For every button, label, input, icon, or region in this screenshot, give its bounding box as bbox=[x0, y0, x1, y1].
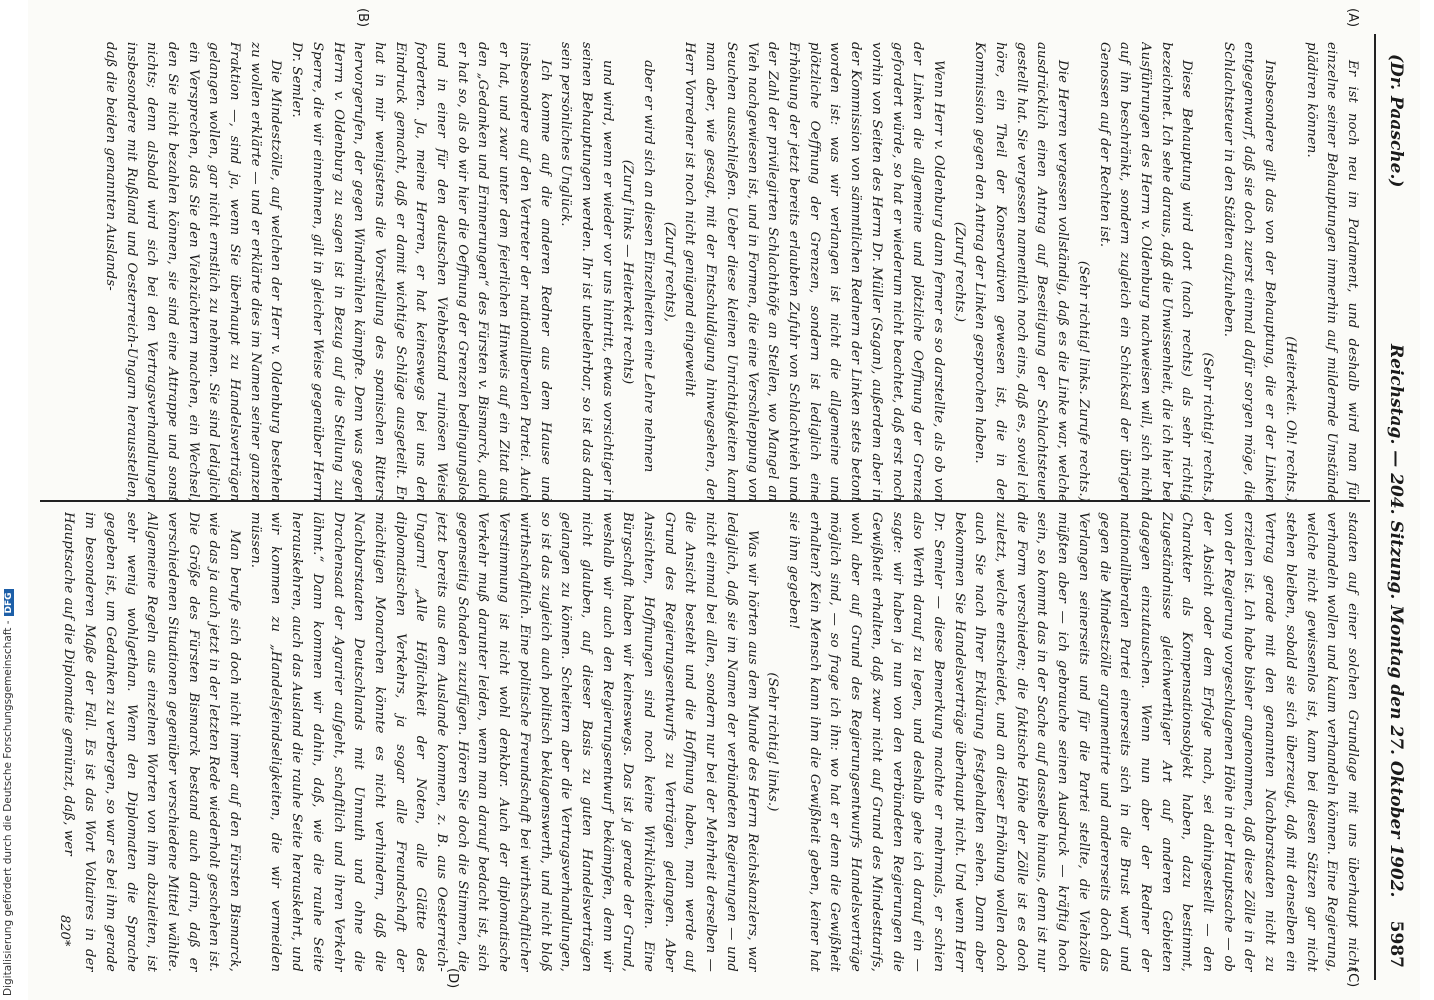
dfg-logo: DFG bbox=[4, 589, 14, 616]
margin-marker-c: (C) bbox=[1345, 968, 1360, 988]
margin-marker-b: (B) bbox=[355, 8, 370, 28]
paragraph: staaten auf einer solchen Grundlage mit uns überhaupt nicht verhandeln wollen und kaum verhandeln können. Eine Regierung, welche nicht gewissenlos ist, kann bei diesen Sätzen gar nicht stehen bleiben, sobald sie sich überzeugt, daß mit denselben ein Vertrag gerade mit den genannten Nachbarstaaten nicht zu erzielen ist. Ich habe bisher angenommen, daß diese Zölle in der von der Regierung vorgeschlagenen Höhe in der Hauptsache — ob der Absicht oder dem Erfolge nach, sei dahingestellt — den Charakter als Kompensationsobjekt haben, dazu bestimmt, Zugeständnisse gleichwerthiger Art auf anderen Gebieten dagegen einzutauschen. Wenn nun aber der Redner der nationalliberalen Partei einerseits sich in die Brust warf und gegen die Mindestzölle argumentirte und andererseits doch das Verlangen seinerseits und für die Partei stellte, die Viehzölle müßten aber — ich gebrauche seinen Ausdruck — kräftig hoch sein, so kommt das in der Sache auf dasselbe hinaus, denn ist nur die Form verschieden; die faktische Höhe der Zölle ist es doch zuletzt, welche entscheidet, und an dieser Erhöhung wollen doch auch Sie nach Ihrer Erklärung festgehalten sehen. Dann aber bekommen Sie Handelsverträge überhaupt nicht. Und wenn Herr Dr. Semler — diese Bemerkung machte er mehrmals, er schien also Werth darauf zu legen, und deshalb gehe ich darauf ein — sagte: wir haben ja nun von den verbündeten Regierungen die Gewißheit erhalten, daß zwar nicht auf Grund des Mindesttarifs, wohl aber auf Grund des Regierungsentwurfs Handelsverträge möglich sind, — so frage ich ihn: wo hat er denn die Gewißheit erhalten? Kein Mensch kann ihm die Gewißheit geben, keiner hat sie ihm gegeben! bbox=[786, 512, 1360, 972]
paragraph: und wird, wenn er wieder vor uns hintritt, etwas vorsichtiger in seinen Behauptungen werden. Ihr ist unbelehrbar, so ist das dann sein persönliches Unglück. bbox=[558, 42, 615, 502]
paragraph: Die Mindestzölle, auf welchen der Herr v. Oldenburg bestehen zu wollen erklärte — und er erklärte dies im Namen seiner ganzen Fraktion —, sind ja, wenn Sie überhaupt zu Handelsverträgen gelangen wollen, gar nicht ernstlich zu nehmen. Sie sind lediglich ein Versprechen, das Sie den Viehzüchtern machen, ein Wechsel, den Sie nicht bezahlen können, sie sind eine Attrappe und sonst nichts; denn alsbald wird sich bei den Vertragsverhandlungen insbesondere mit Rußland und Oesterreich-Ungarn herausstellen, daß die beiden genannten Auslands- bbox=[102, 42, 284, 502]
session-title: Reichstag. — 204. Sitzung. Montag den 27. Oktober 1902. bbox=[1386, 344, 1406, 898]
paragraph: Diese Behauptung wird dort (nach rechts) als sehr richtig bezeichnet. Ich sehe daraus, daß die Unwissenheit, die ich hier bei Ausführungen des Herrn v. Oldenburg nachweisen will, sich nicht auf ihn beschränkt, sondern zugleich ein Schicksal der übrigen Genossen auf der Rechten ist. bbox=[1096, 42, 1195, 502]
digitization-credit bbox=[2, 0, 14, 996]
margin-marker-d: (D) bbox=[445, 968, 460, 989]
paragraph: Die Herren vergessen vollständig, daß es die Linke war, welche ausdrücklich einen Antrag auf Beseitigung der Schlachtsteuer gestellt hat. Sie vergessen namentlich noch eins, daß es, soviel ich höre, ein Theil der Konservativen gewesen ist, die in der Kommission gegen den Antrag der Linken gesprochen haben. bbox=[972, 42, 1071, 502]
column-divider bbox=[40, 500, 1370, 502]
speaker-label: (Dr. Paasche.) bbox=[1386, 54, 1406, 188]
side-margin bbox=[0, 0, 28, 1000]
paragraph: Er ist noch neu im Parlament, und deshalb wird man für einzelne seiner Behauptungen immerhin auf mildernde Umstände plädiren können. bbox=[1303, 42, 1360, 502]
page-header bbox=[1374, 34, 1416, 980]
footer-sheet-number: 820* bbox=[57, 915, 72, 947]
paragraph: aber er wird sich an diesen Einzelheiten eine Lehre nehmen bbox=[641, 60, 657, 473]
left-column bbox=[37, 42, 1362, 502]
scanned-page bbox=[28, 0, 1420, 1000]
right-column bbox=[37, 512, 1362, 972]
interjection: (Sehr richtig! links. Zurufe rechts.) bbox=[1075, 260, 1091, 502]
digitization-credit-text: Digitalisierung gefördert durch die Deutsche Forschungsgemeinschaft - bbox=[2, 620, 14, 996]
rotated-page-content bbox=[28, 0, 1420, 1000]
interjection: (Heiterkeit. Oh! rechts.) bbox=[1282, 336, 1298, 502]
interjection: (Zuruf links — Heiterkeit rechts) bbox=[620, 159, 636, 385]
page-number: 5987 bbox=[1386, 920, 1406, 968]
margin-marker-a: (A) bbox=[1345, 8, 1360, 28]
interjection: (Sehr richtig! links.) bbox=[765, 672, 781, 812]
paragraph: Wenn Herr v. Oldenburg dann ferner es so darstellte, als ob von der Linken die allgemeine und plötzliche Oeffnung der Grenze gefordert würde, so hat er wiederum nicht beachtet, daß erst noch vorhin von Seiten des Herrn Dr. Müller (Sagan), außerdem aber in der Kommission von sämmtlichen Rednern der Linken stets betont worden ist: was wir verlangen ist nicht die allgemeine und plötzliche Oeffnung der Grenzen, sondern ist lediglich eine Erhöhung der jetzt bereits erlaubten Zufuhr von Schlachtvieh und der Zahl der privilegirten Schlachthöfe an Stellen, wo Mangel an Vieh nachgewiesen ist, und in Formen, die eine Verschleppung von Seuchen ausschließen. Ueber diese kleinen Unrichtigkeiten kann man aber, wie gesagt, mit der Entschuldigung hinwegsehen, der Herr Vorredner ist noch nicht genügend eingeweiht bbox=[682, 42, 946, 502]
paragraph: Was wir hörten aus dem Munde des Herrn Reichskanzlers, war lediglich, daß sie im Namen der verbündeten Regierungen — und nicht einmal bei allen, sondern nur bei der Mehrheit derselben — die Ansicht besteht und die Hoffnung haben, man werde auf Grund des Regierungsentwurfs zu Verträgen gelangen. Aber Ansichten, Hoffnungen sind noch keine Wirklichkeiten. Eine Bürgschaft haben wir keineswegs. Das ist ja gerade der Grund, weshalb wir auch den Regierungsentwurf bekämpfen, denn wir nicht glauben, auf dieser Basis zu guten Handelsverträgen gelangen zu können. Scheitern aber die Vertragsverhandlungen, so ist das zugleich auch politisch beklagenswerth, und nicht bloß wirthschaftlich. Eine politische Freundschaft bei wirthschaftlicher Verstimmung ist nicht wohl denkbar. Auch der diplomatische Verkehr muß darunter leiden, wenn man darauf bedacht ist, sich gegenseitig Schaden zuzufügen. Hören Sie doch die Stimmen, die jetzt bereits aus dem Auslande kommen, z. B. aus Oesterreich-Ungarn! „Alle Höflichkeit der Noten, alle Glätte des diplomatischen Verkehrs, ja sogar alle Freundschaft der mächtigen Monarchen könnte es nicht verhindern, daß die Nachbarstaaten Deutschlands mit Unmuth und ohne die Drachensaat der Agrarier aufgeht, schaftlich und ihren Verkehr lähmt.“ Dann kommen wir dahin, daß, wie die rauhe Seite herauskehren, auch das Ausland die rauhe Seite herauskehrt, und wir kommen zu „Handelsfeindseligkeiten, die wir vermeiden müssen. bbox=[247, 512, 760, 972]
paragraph: Insbesondere gilt das von der Behauptung, die er der Linken entgegenwarf, daß sie doch zuerst einmal dafür sorgen möge, die Schlachtsteuer in den Städten aufzuheben. bbox=[1220, 42, 1278, 502]
paragraph: Man berufe sich doch nicht immer auf den Fürsten Bismarck, wie das ja auch jetzt in der letzten Rede wiederholt geschehen ist. Die Größe des Fürsten Bismarck bestand auch darin, daß er verschiedenen Situationen gegenüber verschiedene Mittel wählte. Allgemeine Regeln aus einzelnen Worten von ihm abzuleiten, ist sehr wenig wohlgethan. Wenn den Diplomaten die Sprache gegeben ist, um Gedanken zu verbergen, so war es bei ihm gerade im besonderen Maße der Fall. Es ist das Wort Voltaires in der Hauptsache auf die Diplomatie gemünzt, daß, wer bbox=[61, 512, 243, 972]
paragraph: Ich komme auf die anderen Redner aus dem Hause und insbesondere auf den Vertreter der nationalliberalen Partei. Auch er hat, und zwar unter dem feierlichen Hinweis auf ein Zitat aus den „Gedanken und Erinnerungen“ des Fürsten v. Bismarck, auch er hat so, als ob wir hier die Oeffnung der Grenzen bedingungslos und in einer für den deutschen Viehbestand ruinösen Weise forderten. Ja, meine Herren, er hat keineswegs bei uns den Eindruck gemacht, daß er damit wichtige Schläge ausgeteilt. Er hat in mir wenigstens die Vorstellung des spanischen Ritters hervorgerufen, der gegen Windmühlen kämpfte. Denn was gegen Herrn v. Oldenburg zu sagen ist in Bezug auf die Stellung zur Sperre, die wir einnehmen, gilt in gleicher Weise gegenüber Herrn Dr. Semler. bbox=[289, 42, 553, 502]
interjection: (Zuruf rechts.) bbox=[951, 221, 967, 323]
interjection: (Sehr richtig! rechts.) bbox=[1200, 352, 1216, 502]
interjection: (Zuruf rechts), bbox=[661, 221, 677, 323]
